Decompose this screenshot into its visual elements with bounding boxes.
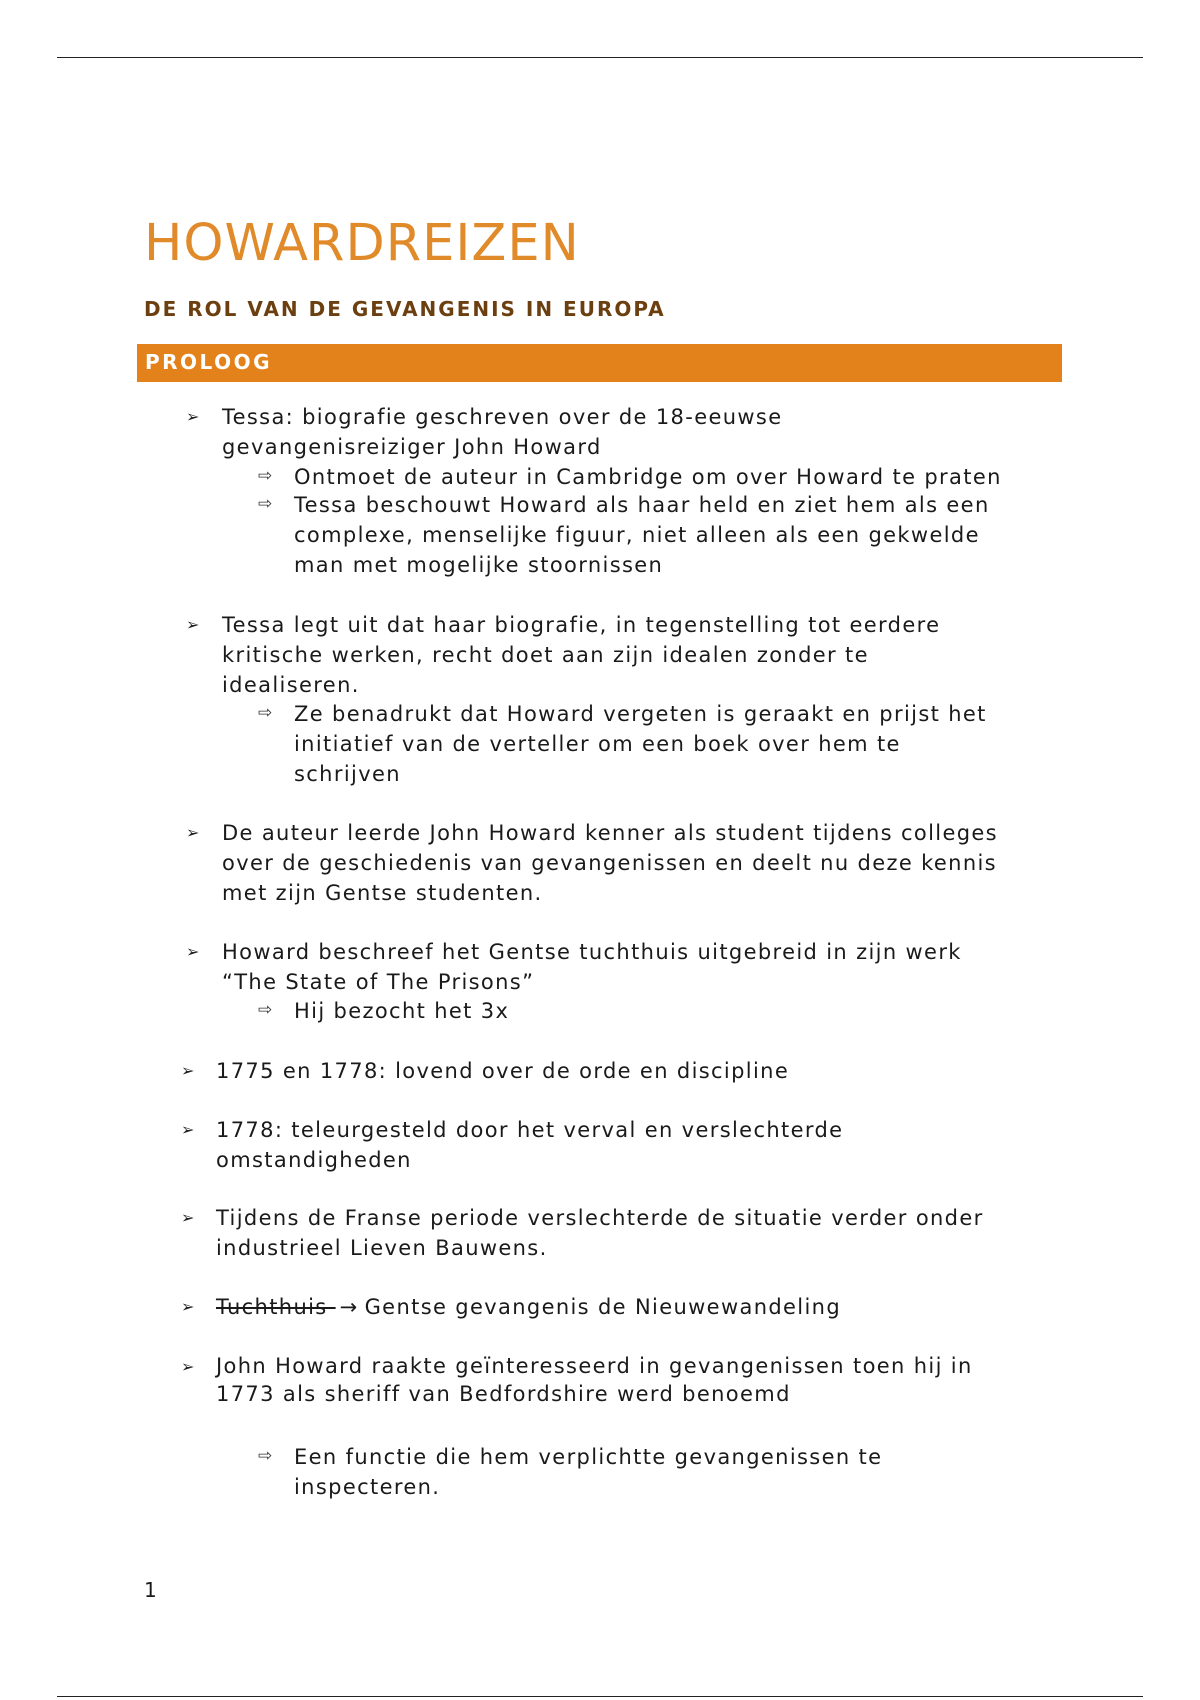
list-item-text: gevangenisreiziger John Howard xyxy=(222,435,602,459)
sub-list-item-text: inspecteren. xyxy=(294,1475,441,1499)
arrowhead-bullet-icon: ➢ xyxy=(181,1208,195,1227)
list-item-text: “The State of The Prisons” xyxy=(222,970,535,994)
list-item-text: omstandigheden xyxy=(216,1148,412,1172)
outlined-arrow-icon: ⇨ xyxy=(258,1000,273,1020)
footer-rule xyxy=(57,1696,1143,1697)
list-item-text: over de geschiedenis van gevangenissen en deelt nu deze kennis xyxy=(222,851,997,875)
outlined-arrow-icon: ⇨ xyxy=(258,1446,273,1466)
list-item-text: met zijn Gentse studenten. xyxy=(222,881,543,905)
list-item-text: industrieel Lieven Bauwens. xyxy=(216,1236,548,1260)
outlined-arrow-icon: ⇨ xyxy=(258,466,273,486)
list-item-text: Tessa: biografie geschreven over de 18-eeuwse xyxy=(222,405,783,429)
list-item-text: 1775 en 1778: lovend over de orde en discipline xyxy=(216,1059,790,1083)
list-item-text: 1773 als sheriff van Bedfordshire werd benoemd xyxy=(216,1382,791,1406)
sub-list-item-text: initiatief van de verteller om een boek over hem te xyxy=(294,732,901,756)
arrowhead-bullet-icon: ➢ xyxy=(186,615,200,634)
sub-list-item-text: Een functie die hem verplichtte gevangenissen te xyxy=(294,1445,883,1469)
sub-list-item-text: Ontmoet de auteur in Cambridge om over Howard te praten xyxy=(294,465,1002,489)
arrowhead-bullet-icon: ➢ xyxy=(186,823,200,842)
arrowhead-bullet-icon: ➢ xyxy=(186,407,200,426)
list-item-text: De auteur leerde John Howard kenner als student tijdens colleges xyxy=(222,821,998,845)
arrowhead-bullet-icon: ➢ xyxy=(181,1061,195,1080)
arrowhead-bullet-icon: ➢ xyxy=(186,942,200,961)
sub-list-item-text: complexe, menselijke figuur, niet alleen als een gekwelde xyxy=(294,523,980,547)
page-number: 1 xyxy=(144,1578,157,1602)
outlined-arrow-icon: ⇨ xyxy=(258,703,273,723)
section-heading-bar xyxy=(137,344,1062,382)
sub-list-item-text: man met mogelijke stoornissen xyxy=(294,553,664,577)
section-heading: PROLOOG xyxy=(145,350,273,374)
list-item-text: John Howard raakte geïnteresseerd in gevangenissen toen hij in xyxy=(216,1354,973,1378)
struck-text: Tuchthuis xyxy=(216,1295,336,1319)
outlined-arrow-icon: ⇨ xyxy=(258,494,273,514)
sub-list-item-text: Ze benadrukt dat Howard vergeten is geraakt en prijst het xyxy=(294,702,987,726)
list-item-text: kritische werken, recht doet aan zijn idealen zonder te xyxy=(222,643,869,667)
arrowhead-bullet-icon: ➢ xyxy=(181,1120,195,1139)
document-title: HOWARDREIZEN xyxy=(144,214,580,273)
document-subtitle: DE ROL VAN DE GEVANGENIS IN EUROPA xyxy=(144,297,666,321)
sub-list-item-text: schrijven xyxy=(294,762,401,786)
header-rule xyxy=(57,57,1143,58)
list-item-text: Howard beschreef het Gentse tuchthuis uitgebreid in zijn werk xyxy=(222,940,962,964)
list-item-text: Gentse gevangenis de Nieuwewandeling xyxy=(364,1295,842,1319)
list-item-text: Tessa legt uit dat haar biografie, in tegenstelling tot eerdere xyxy=(222,613,941,637)
list-item-text: Tijdens de Franse periode verslechterde de situatie verder onder xyxy=(216,1206,984,1230)
sub-list-item-text: Hij bezocht het 3x xyxy=(294,999,510,1023)
list-item-text: 1778: teleurgesteld door het verval en verslechterde xyxy=(216,1118,844,1142)
arrowhead-bullet-icon: ➢ xyxy=(181,1297,195,1316)
right-arrow-icon: → xyxy=(339,1295,359,1319)
list-item-text: idealiseren. xyxy=(222,673,360,697)
arrowhead-bullet-icon: ➢ xyxy=(181,1357,195,1376)
sub-list-item-text: Tessa beschouwt Howard als haar held en ziet hem als een xyxy=(294,493,990,517)
